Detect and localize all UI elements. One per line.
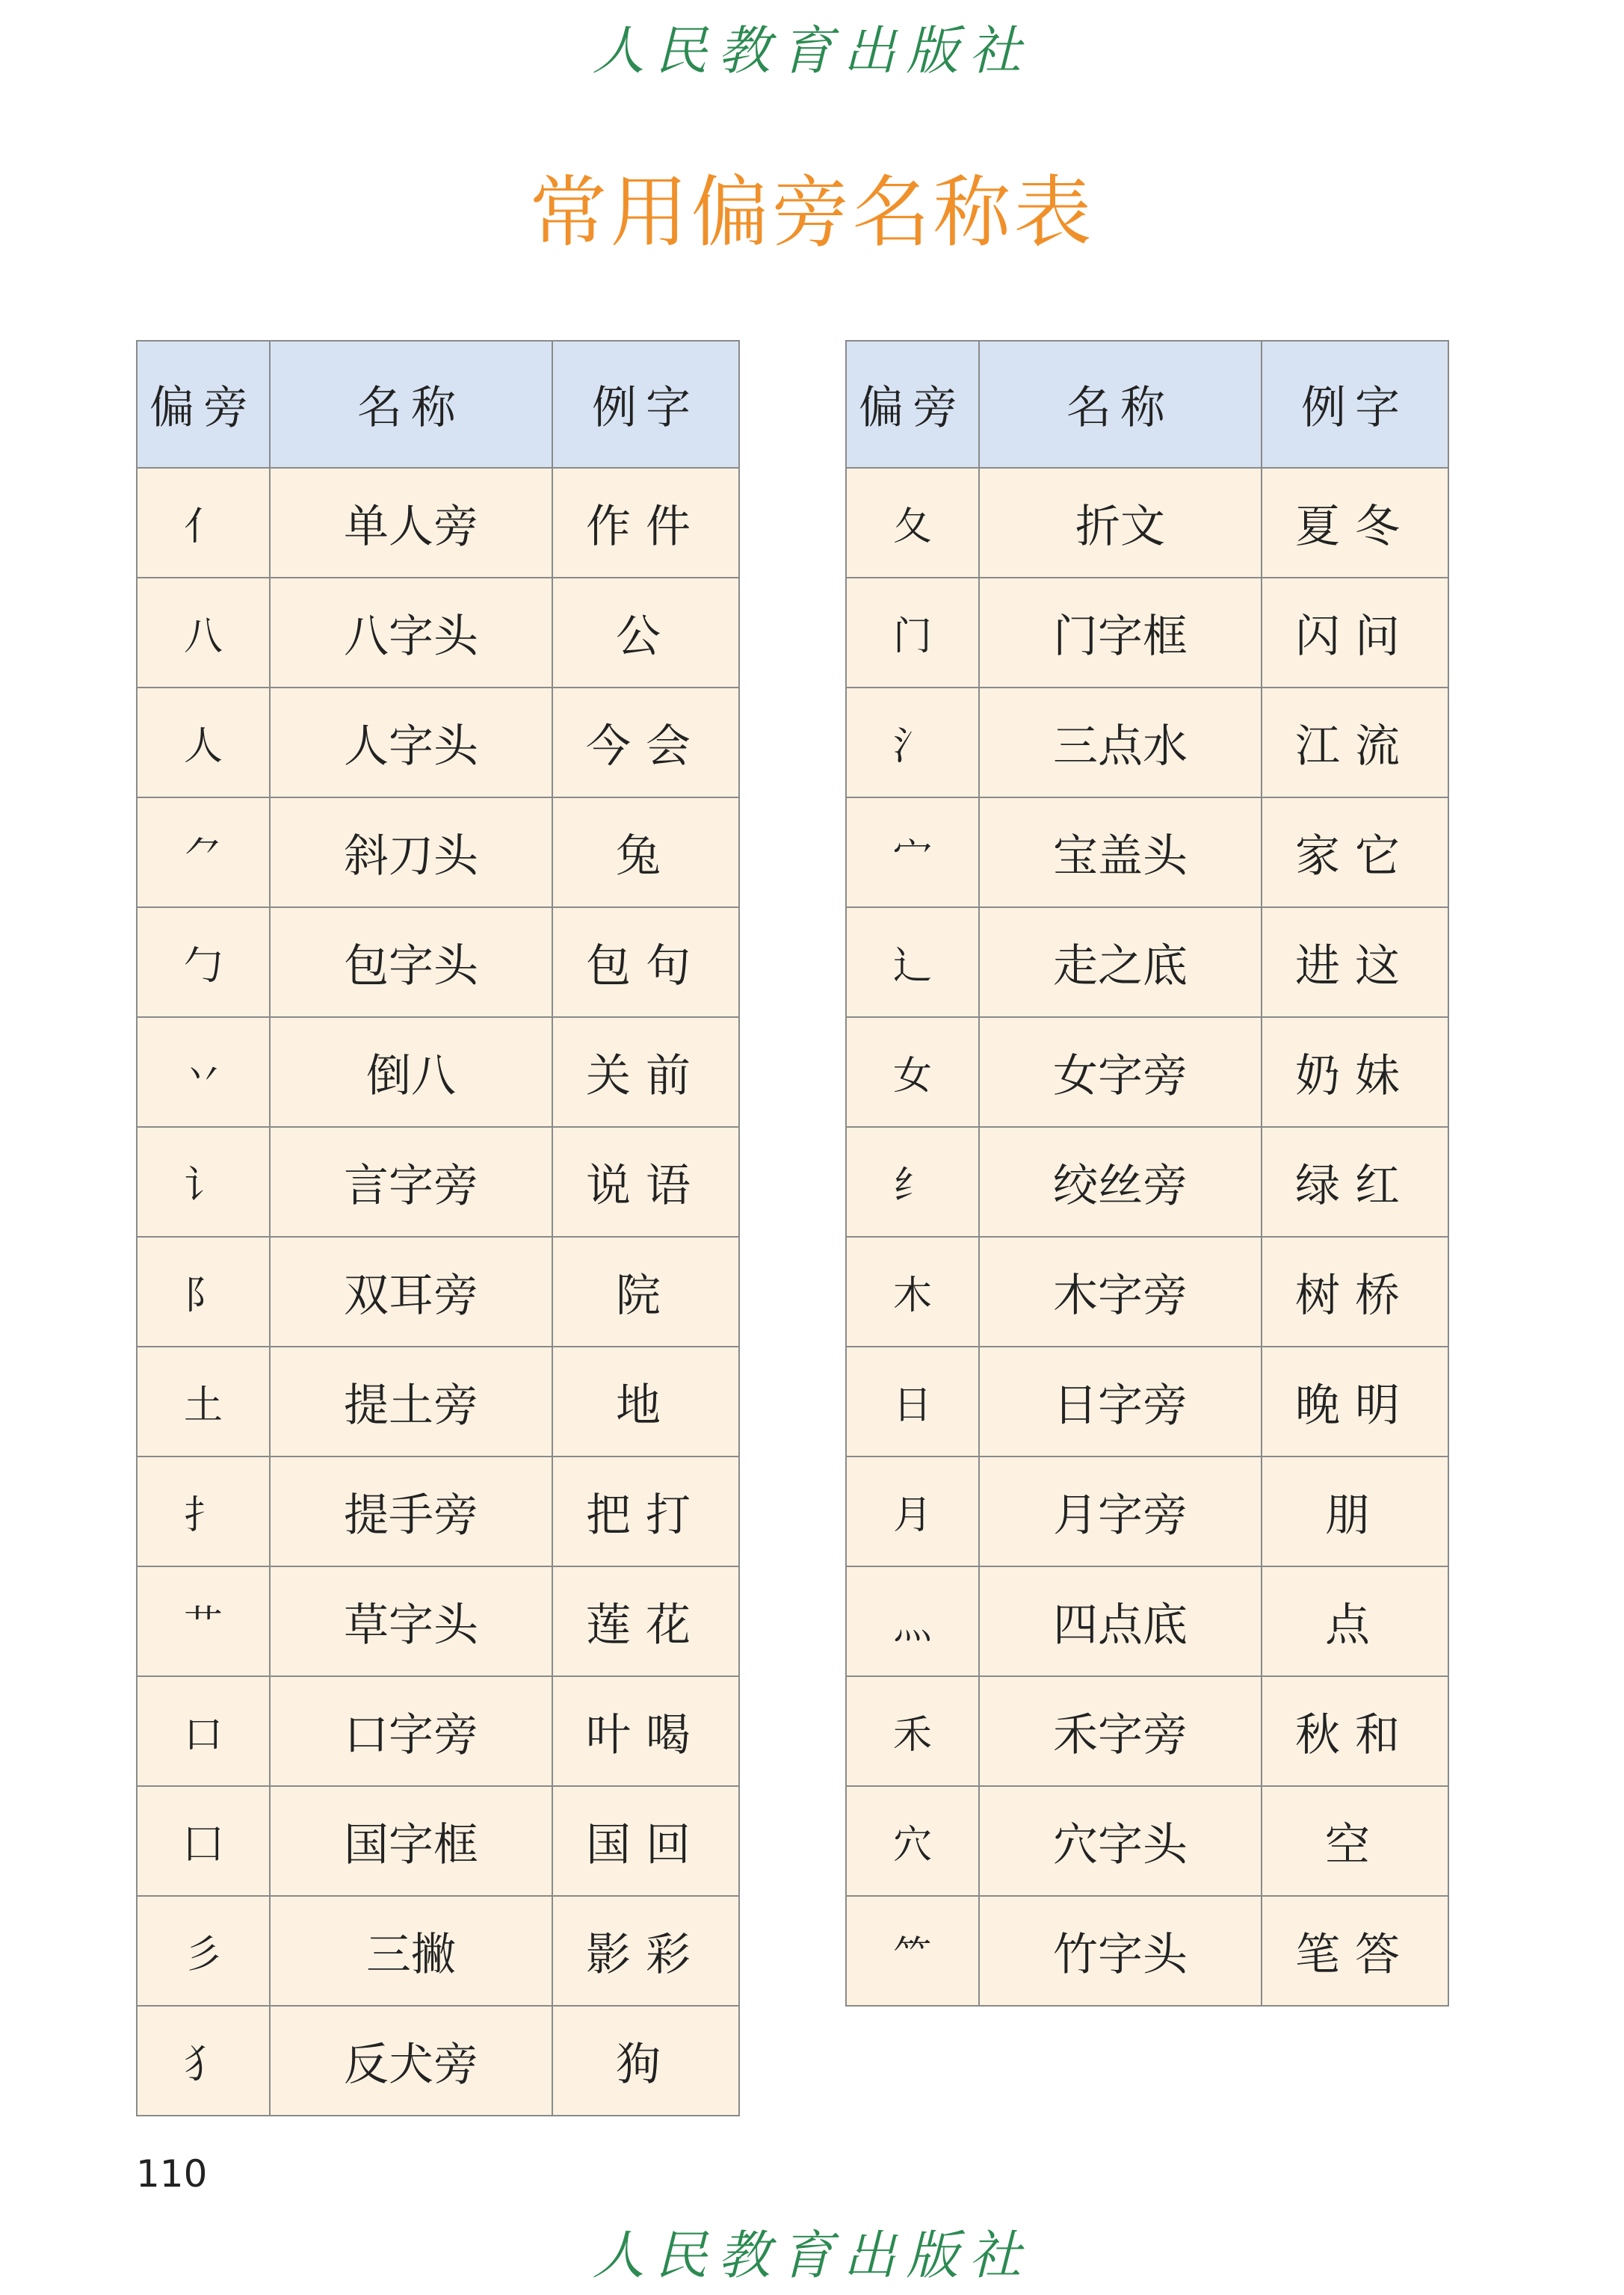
table-row bbox=[846, 1457, 1448, 1566]
table-row bbox=[846, 578, 1448, 688]
cell-example: 江流 bbox=[1262, 688, 1448, 797]
cell-example: 说语 bbox=[552, 1127, 739, 1237]
cell-example: 树桥 bbox=[1262, 1237, 1448, 1347]
table-row bbox=[137, 1676, 739, 1786]
cell-example: 国回 bbox=[552, 1786, 739, 1896]
publisher-footer: 人民教育出版社 bbox=[592, 2225, 1032, 2286]
publisher-header: 人民教育出版社 bbox=[592, 20, 1032, 81]
header-example: 例字 bbox=[552, 341, 739, 468]
cell-name: 月字旁 bbox=[979, 1457, 1262, 1566]
cell-name: 绞丝旁 bbox=[979, 1127, 1262, 1237]
cell-name: 提土旁 bbox=[270, 1347, 552, 1457]
table-header-row bbox=[137, 341, 739, 468]
cell-name: 口字旁 bbox=[270, 1676, 552, 1786]
cell-name: 禾字旁 bbox=[979, 1676, 1262, 1786]
cell-example: 家它 bbox=[1262, 797, 1448, 907]
page-title: 常用偏旁名称表 bbox=[529, 167, 1095, 258]
cell-radical: 木 bbox=[846, 1237, 979, 1347]
cell-name: 宝盖头 bbox=[979, 797, 1262, 907]
cell-radical: 月 bbox=[846, 1457, 979, 1566]
table-row bbox=[846, 1127, 1448, 1237]
table-row bbox=[137, 688, 739, 797]
table-row bbox=[846, 1786, 1448, 1896]
cell-name: 包字头 bbox=[270, 907, 552, 1017]
cell-name: 单人旁 bbox=[270, 468, 552, 578]
table-row bbox=[846, 1237, 1448, 1347]
cell-example: 作件 bbox=[552, 468, 739, 578]
table-row bbox=[137, 1896, 739, 2006]
cell-radical: 讠 bbox=[137, 1127, 270, 1237]
table-header-row bbox=[846, 341, 1448, 468]
cell-name: 竹字头 bbox=[979, 1896, 1262, 2006]
header-name: 名称 bbox=[270, 341, 552, 468]
table-row bbox=[846, 797, 1448, 907]
cell-radical: ⺈ bbox=[137, 797, 270, 907]
table-row bbox=[137, 1017, 739, 1127]
table-row bbox=[137, 468, 739, 578]
table-row bbox=[137, 1347, 739, 1457]
cell-name: 四点底 bbox=[979, 1566, 1262, 1676]
cell-radical: 女 bbox=[846, 1017, 979, 1127]
table-row bbox=[137, 2006, 739, 2116]
cell-example: 包句 bbox=[552, 907, 739, 1017]
cell-radical: 勹 bbox=[137, 907, 270, 1017]
header-radical: 偏旁 bbox=[846, 341, 979, 468]
cell-radical: 扌 bbox=[137, 1457, 270, 1566]
cell-radical: 艹 bbox=[137, 1566, 270, 1676]
cell-radical: 阝 bbox=[137, 1237, 270, 1347]
cell-radical: 夂 bbox=[846, 468, 979, 578]
cell-name: 人字头 bbox=[270, 688, 552, 797]
cell-radical: 土 bbox=[137, 1347, 270, 1457]
table-row bbox=[846, 1896, 1448, 2006]
cell-name: 木字旁 bbox=[979, 1237, 1262, 1347]
table-row bbox=[137, 578, 739, 688]
cell-example: 奶妹 bbox=[1262, 1017, 1448, 1127]
cell-example: 闪问 bbox=[1262, 578, 1448, 688]
cell-radical: 亻 bbox=[137, 468, 270, 578]
cell-radical: 口 bbox=[137, 1676, 270, 1786]
cell-radical: 穴 bbox=[846, 1786, 979, 1896]
cell-name: 草字头 bbox=[270, 1566, 552, 1676]
cell-radical: ⺮ bbox=[846, 1896, 979, 2006]
cell-radical: 禾 bbox=[846, 1676, 979, 1786]
table-row bbox=[137, 1566, 739, 1676]
table-row bbox=[137, 1786, 739, 1896]
cell-radical: 宀 bbox=[846, 797, 979, 907]
radical-table-right bbox=[845, 340, 1449, 2007]
header-name: 名称 bbox=[979, 341, 1262, 468]
cell-name: 斜刀头 bbox=[270, 797, 552, 907]
cell-name: 三点水 bbox=[979, 688, 1262, 797]
cell-name: 倒八 bbox=[270, 1017, 552, 1127]
cell-radical: 人 bbox=[137, 688, 270, 797]
cell-example: 点 bbox=[1262, 1566, 1448, 1676]
cell-radical: 日 bbox=[846, 1347, 979, 1457]
table-row bbox=[846, 468, 1448, 578]
cell-name: 双耳旁 bbox=[270, 1237, 552, 1347]
table-row bbox=[846, 688, 1448, 797]
table-row bbox=[846, 1347, 1448, 1457]
table-row bbox=[846, 1676, 1448, 1786]
cell-name: 走之底 bbox=[979, 907, 1262, 1017]
cell-name: 八字头 bbox=[270, 578, 552, 688]
cell-name: 言字旁 bbox=[270, 1127, 552, 1237]
table-row bbox=[137, 797, 739, 907]
table-row bbox=[846, 1566, 1448, 1676]
cell-example: 夏冬 bbox=[1262, 468, 1448, 578]
cell-example: 把打 bbox=[552, 1457, 739, 1566]
cell-name: 门字框 bbox=[979, 578, 1262, 688]
cell-radical: 门 bbox=[846, 578, 979, 688]
cell-name: 反犬旁 bbox=[270, 2006, 552, 2116]
cell-example: 绿红 bbox=[1262, 1127, 1448, 1237]
cell-example: 莲花 bbox=[552, 1566, 739, 1676]
table-row bbox=[137, 1127, 739, 1237]
table-row bbox=[137, 1457, 739, 1566]
cell-name: 国字框 bbox=[270, 1786, 552, 1896]
cell-name: 提手旁 bbox=[270, 1457, 552, 1566]
cell-radical: 八 bbox=[137, 578, 270, 688]
cell-radical: 辶 bbox=[846, 907, 979, 1017]
cell-radical: 犭 bbox=[137, 2006, 270, 2116]
cell-radical: 氵 bbox=[846, 688, 979, 797]
cell-name: 女字旁 bbox=[979, 1017, 1262, 1127]
cell-example: 朋 bbox=[1262, 1457, 1448, 1566]
cell-example: 今会 bbox=[552, 688, 739, 797]
cell-name: 穴字头 bbox=[979, 1786, 1262, 1896]
header-example: 例字 bbox=[1262, 341, 1448, 468]
cell-example: 叶喝 bbox=[552, 1676, 739, 1786]
cell-example: 兔 bbox=[552, 797, 739, 907]
cell-radical: 纟 bbox=[846, 1127, 979, 1237]
header-radical: 偏旁 bbox=[137, 341, 270, 468]
cell-radical: 囗 bbox=[137, 1786, 270, 1896]
cell-radical: 灬 bbox=[846, 1566, 979, 1676]
cell-example: 影彩 bbox=[552, 1896, 739, 2006]
table-row bbox=[846, 907, 1448, 1017]
cell-example: 晚明 bbox=[1262, 1347, 1448, 1457]
cell-example: 狗 bbox=[552, 2006, 739, 2116]
cell-example: 院 bbox=[552, 1237, 739, 1347]
cell-radical: 彡 bbox=[137, 1896, 270, 2006]
cell-radical: 丷 bbox=[137, 1017, 270, 1127]
page-number: 110 bbox=[136, 2152, 208, 2196]
cell-example: 进这 bbox=[1262, 907, 1448, 1017]
cell-name: 折文 bbox=[979, 468, 1262, 578]
cell-example: 公 bbox=[552, 578, 739, 688]
cell-name: 三撇 bbox=[270, 1896, 552, 2006]
cell-example: 关前 bbox=[552, 1017, 739, 1127]
cell-example: 空 bbox=[1262, 1786, 1448, 1896]
table-row bbox=[137, 1237, 739, 1347]
cell-example: 地 bbox=[552, 1347, 739, 1457]
radical-table-left bbox=[136, 340, 740, 2116]
cell-example: 笔答 bbox=[1262, 1896, 1448, 2006]
cell-name: 日字旁 bbox=[979, 1347, 1262, 1457]
table-row bbox=[846, 1017, 1448, 1127]
cell-example: 秋和 bbox=[1262, 1676, 1448, 1786]
table-row bbox=[137, 907, 739, 1017]
